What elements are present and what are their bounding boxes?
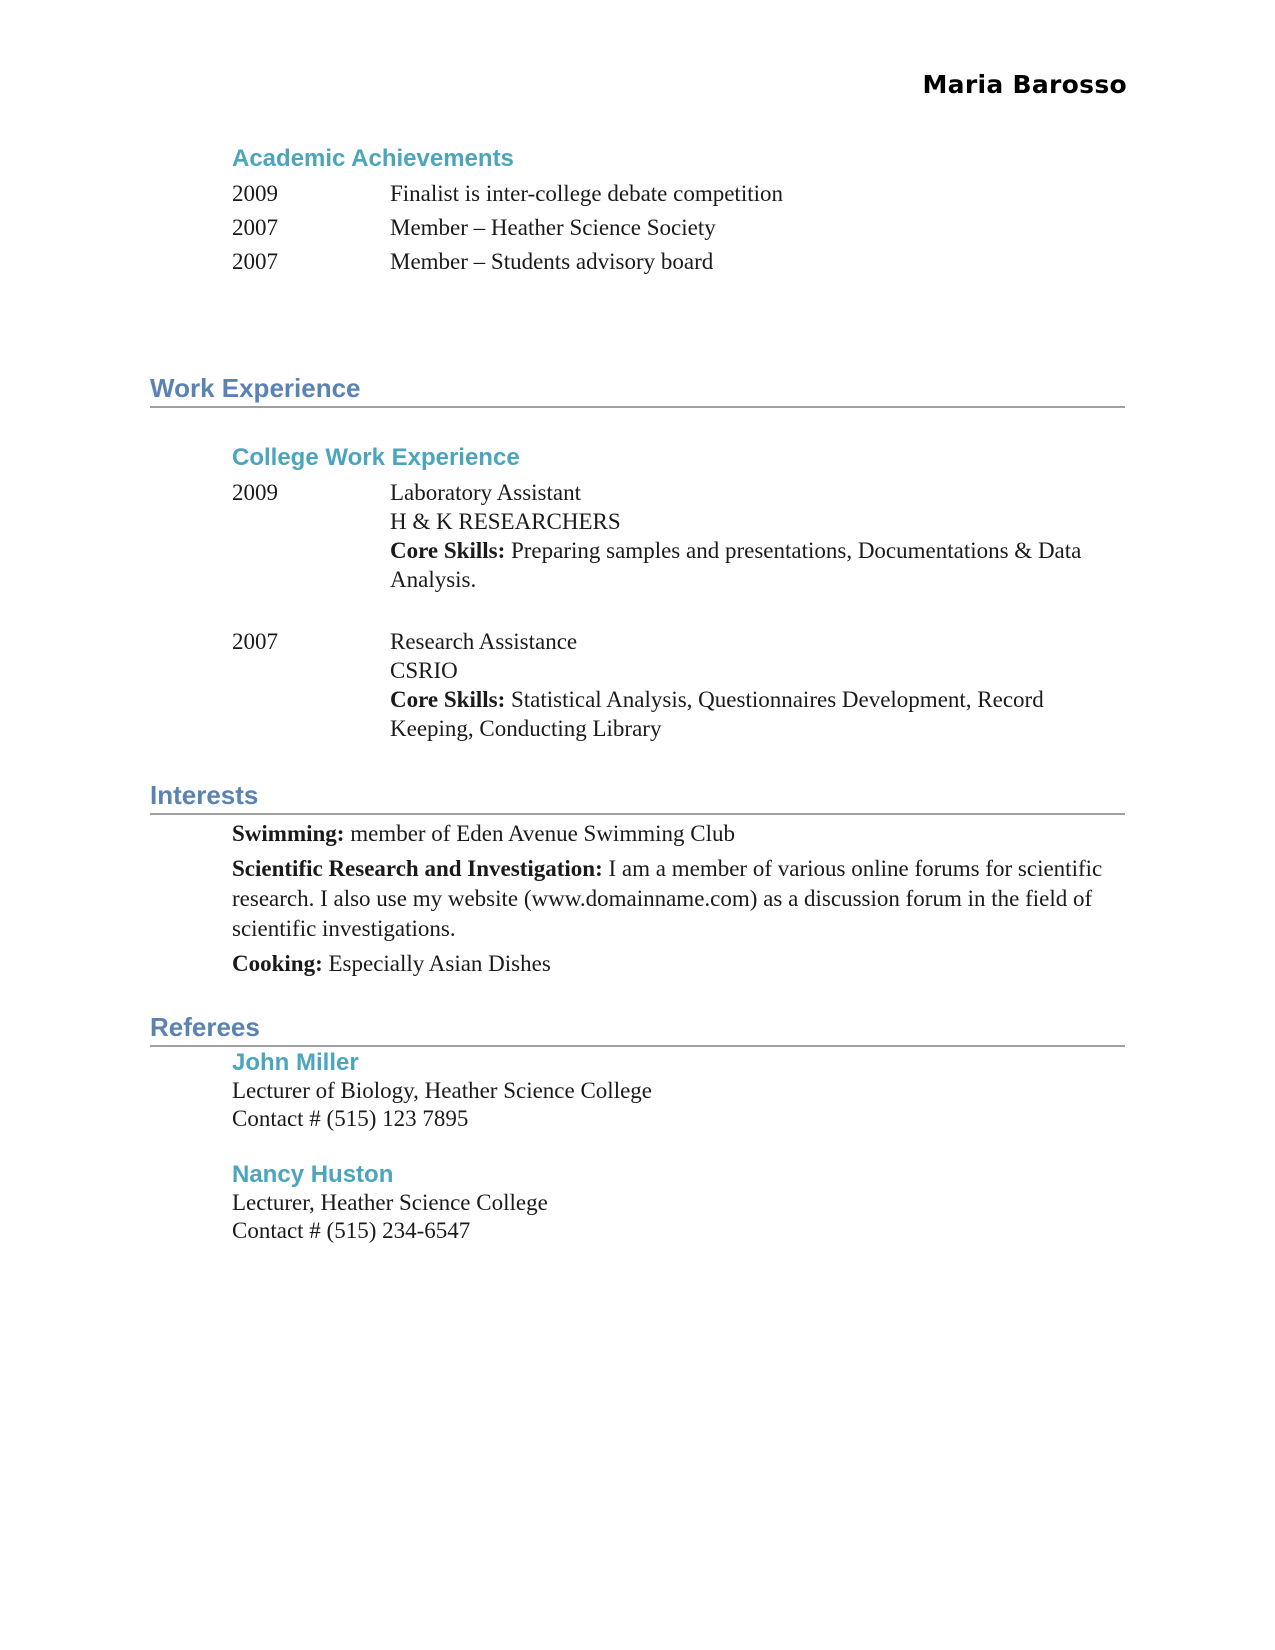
job-role: Laboratory Assistant <box>390 480 581 505</box>
job-company: H & K RESEARCHERS <box>390 509 621 534</box>
work-section <box>150 373 1125 743</box>
candidate-name: Maria Barosso <box>922 70 1127 99</box>
interest-label: Scientific Research and Investigation: <box>232 856 603 881</box>
academic-year: 2007 <box>232 215 278 240</box>
referee-card <box>232 1161 1125 1245</box>
referees-title: Referees <box>150 1012 260 1042</box>
academic-text: Member – Heather Science Society <box>390 215 716 240</box>
referee-contact: Contact # (515) 123 7895 <box>232 1106 469 1131</box>
section-divider <box>150 406 1125 408</box>
academic-section <box>150 145 1125 276</box>
interest-text: I am a member of various online forums for scientific research. I also use my website (www.domainname.com) as a discussion forum in the field of scientific investigations. <box>232 856 1103 941</box>
academic-row <box>232 213 1125 242</box>
interest-item <box>232 819 1125 849</box>
section-divider <box>150 813 1125 815</box>
job-skills <box>390 536 1125 594</box>
academic-year: 2009 <box>232 181 278 206</box>
job-year: 2007 <box>232 629 278 654</box>
referee-name: Nancy Huston <box>232 1161 394 1188</box>
skills-label: Core Skills: <box>390 538 506 563</box>
section-divider <box>150 1045 1125 1047</box>
skills-text: Preparing samples and presentations, Documentations & Data Analysis. <box>390 538 1082 592</box>
interest-label: Cooking: <box>232 951 323 976</box>
job-entry <box>232 478 1125 594</box>
job-year: 2009 <box>232 480 278 505</box>
referee-position: Lecturer, Heather Science College <box>232 1190 548 1215</box>
academic-text: Finalist is inter-college debate competition <box>390 181 783 206</box>
job-role: Research Assistance <box>390 629 578 654</box>
interests-title: Interests <box>150 780 259 810</box>
work-subtitle: College Work Experience <box>232 444 520 471</box>
referee-position: Lecturer of Biology, Heather Science College <box>232 1078 653 1103</box>
academic-row <box>232 247 1125 276</box>
referee-name: John Miller <box>232 1049 359 1076</box>
interest-item <box>232 949 1125 979</box>
referee-contact: Contact # (515) 234-6547 <box>232 1218 471 1243</box>
skills-label: Core Skills: <box>390 687 506 712</box>
job-company: CSRIO <box>390 658 458 683</box>
interest-label: Swimming: <box>232 821 345 846</box>
referee-card <box>232 1049 1125 1133</box>
skills-text: Statistical Analysis, Questionnaires Development, Record Keeping, Conducting Library <box>390 687 1044 741</box>
academic-title: Academic Achievements <box>232 145 514 172</box>
interest-text: Especially Asian Dishes <box>328 951 551 976</box>
interest-text: member of Eden Avenue Swimming Club <box>350 821 735 846</box>
academic-year: 2007 <box>232 249 278 274</box>
academic-row <box>232 179 1125 208</box>
job-skills <box>390 685 1125 743</box>
interest-item <box>232 854 1125 944</box>
academic-text: Member – Students advisory board <box>390 249 714 274</box>
interests-section <box>150 780 1125 979</box>
referees-section <box>150 1012 1125 1245</box>
job-entry <box>232 627 1125 743</box>
work-title: Work Experience <box>150 373 361 403</box>
